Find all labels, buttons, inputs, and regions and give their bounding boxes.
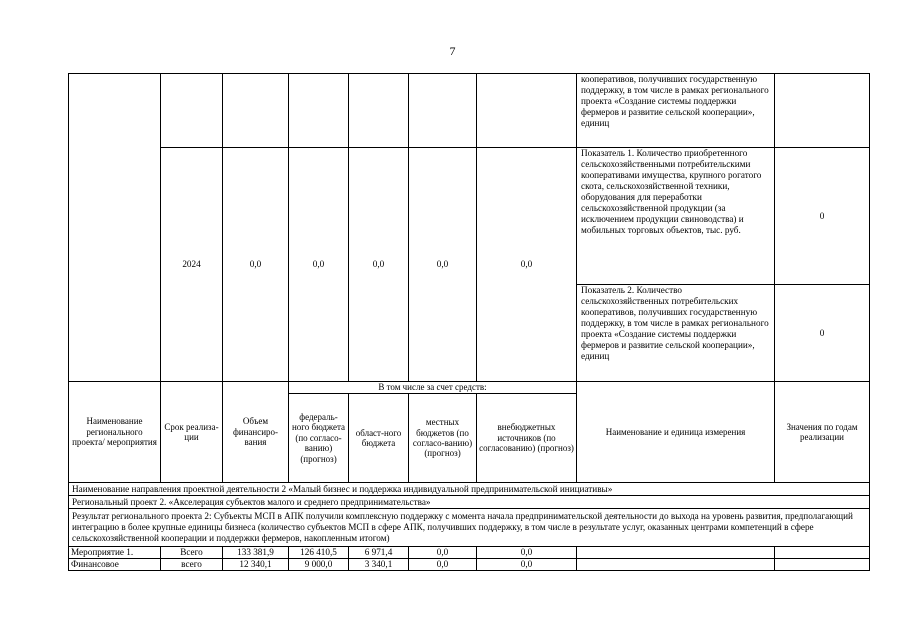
measure-volume: 133 381,9 bbox=[223, 547, 289, 559]
header-regional: област-ного бюджета bbox=[349, 394, 409, 483]
measure-term: всего bbox=[161, 559, 223, 571]
measure-regional: 3 340,1 bbox=[349, 559, 409, 571]
header-row-1 bbox=[69, 382, 870, 394]
table-row bbox=[69, 547, 870, 559]
header-federal: федераль-ного бюджета (по согласо-ванию) (прогноз) bbox=[289, 394, 349, 483]
result-row bbox=[69, 509, 870, 547]
indicator-1-text: Показатель 1. Количество приобретенного сельскохозяйственными потребительскими кооперативами имущества, крупного рогатого скота, сельскохозяйственной техники, оборудования для переработки сельскохозяйственной продукции (за исключением продукции свиноводства) и мобильных торговых объектов, тыс. руб. bbox=[577, 148, 775, 285]
header-term: Срок реализа-ции bbox=[161, 382, 223, 483]
indicator-continuation-row bbox=[69, 74, 870, 148]
financing-table bbox=[68, 73, 870, 571]
header-group: В том числе за счет средств: bbox=[289, 382, 577, 394]
indicator-1-value: 0 bbox=[775, 148, 870, 285]
indicator-2-text: Показатель 2. Количество сельскохозяйственных потребительских кооперативов, получивших государственную поддержку, в том числе в рамках регионального проекта «Создание системы поддержки фермеров и развитие сельской кооперации», единиц bbox=[577, 285, 775, 382]
measure-name: Мероприятие 1. bbox=[69, 547, 161, 559]
year-cell: 2024 bbox=[161, 148, 223, 382]
value-cell: 0,0 bbox=[349, 148, 409, 382]
measure-regional: 6 971,4 bbox=[349, 547, 409, 559]
project-row bbox=[69, 496, 870, 509]
project-text: Региональный проект 2. «Акселерация субъектов малого и среднего предпринимательства» bbox=[69, 496, 870, 509]
page-number: 7 bbox=[449, 44, 456, 58]
measure-extra: 0,0 bbox=[477, 547, 577, 559]
measure-extra: 0,0 bbox=[477, 559, 577, 571]
measure-local: 0,0 bbox=[409, 547, 477, 559]
header-volume: Объем финансиро-вания bbox=[223, 382, 289, 483]
value-cell: 0,0 bbox=[409, 148, 477, 382]
header-indicator: Наименование и единица измерения bbox=[577, 382, 775, 483]
header-name: Наименование регионального проекта/ мероприятия bbox=[69, 382, 161, 483]
value-cell: 0,0 bbox=[223, 148, 289, 382]
value-cell: 0,0 bbox=[477, 148, 577, 382]
indicator-cont-text: кооперативов, получивших государственную поддержку, в том числе в рамках регионального проекта «Создание системы поддержки фермеров и развитие сельской кооперации», единиц bbox=[577, 74, 775, 148]
direction-text: Наименование направления проектной деятельности 2 «Малый бизнес и поддержка индивидуальной предпринимательской инициативы» bbox=[69, 483, 870, 496]
measure-volume: 12 340,1 bbox=[223, 559, 289, 571]
header-values: Значения по годам реализации bbox=[775, 382, 870, 483]
year-row bbox=[69, 148, 870, 285]
table-row bbox=[69, 559, 870, 571]
measure-federal: 9 000,0 bbox=[289, 559, 349, 571]
measure-local: 0,0 bbox=[409, 559, 477, 571]
measure-federal: 126 410,5 bbox=[289, 547, 349, 559]
indicator-2-value: 0 bbox=[775, 285, 870, 382]
header-extra: внебюджетных источников (по согласованию) (прогноз) bbox=[477, 394, 577, 483]
value-cell: 0,0 bbox=[289, 148, 349, 382]
measure-term: Всего bbox=[161, 547, 223, 559]
result-text: Результат регионального проекта 2: Субъекты МСП в АПК получили комплексную поддержку с момента начала предпринимательской деятельности до выхода на уровень развития, предполагающий интеграцию в более крупные единицы бизнеса (количество субъектов МСП в сфере АПК, получивших поддержку, в том числе в результате услуг, оказанных центрами компетенций в сфере сельскохозяйственной кооперации и поддержки фермеров, накопленным итогом) bbox=[69, 509, 870, 547]
direction-row bbox=[69, 483, 870, 496]
measure-name: Финансовое bbox=[69, 559, 161, 571]
header-local: местных бюджетов (по согласо-ванию) (прогноз) bbox=[409, 394, 477, 483]
